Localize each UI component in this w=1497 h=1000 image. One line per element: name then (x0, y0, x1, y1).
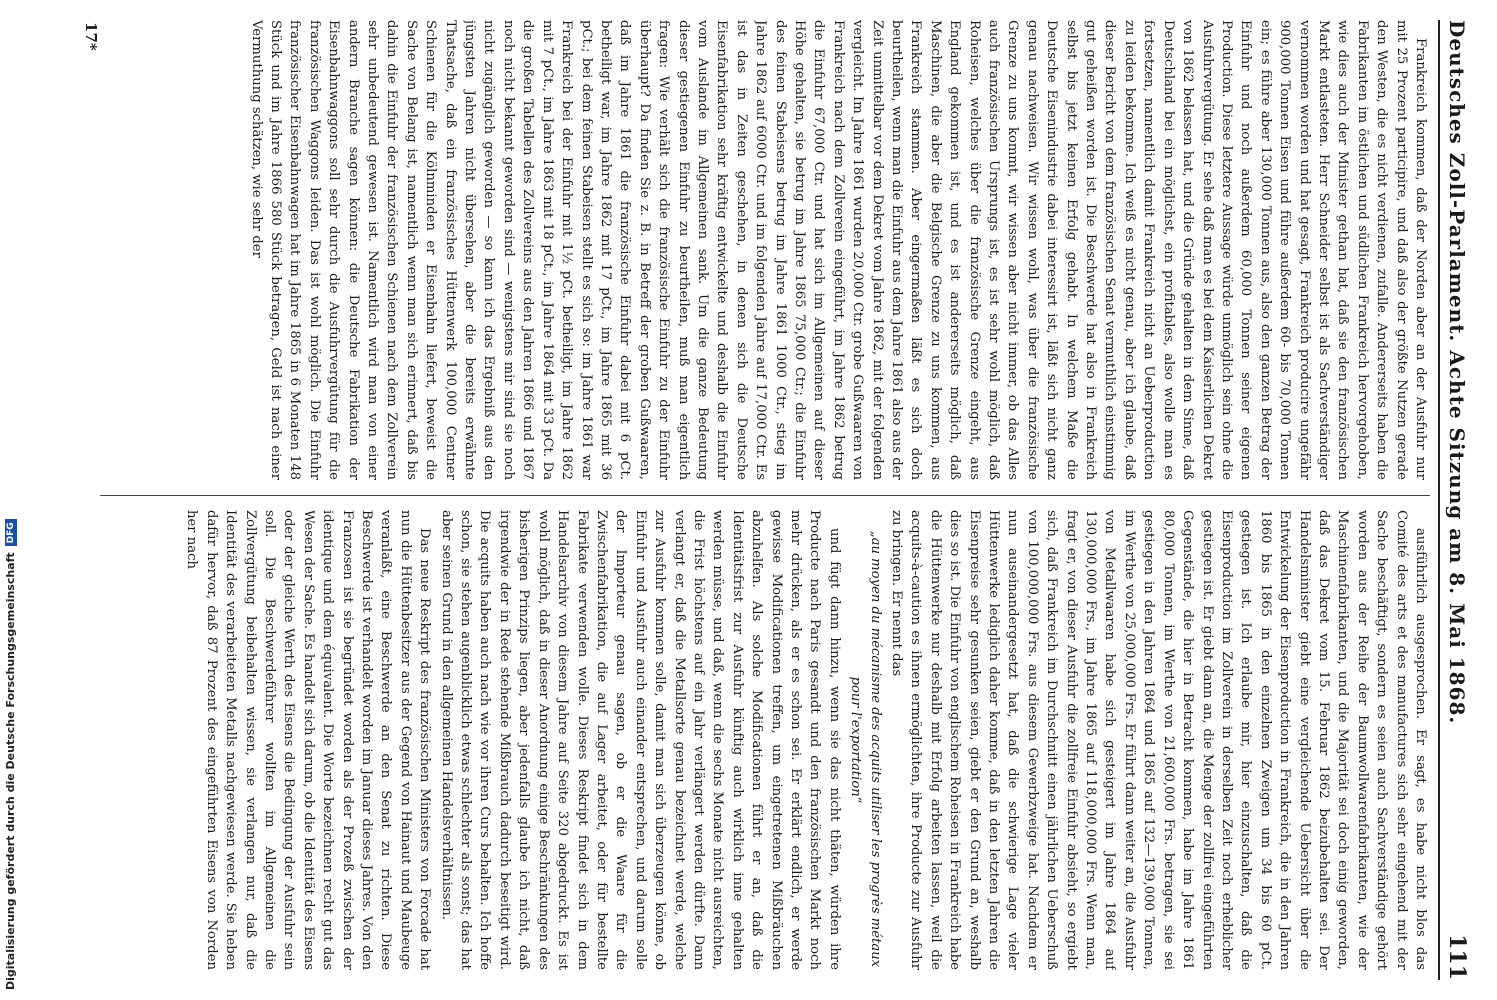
digitization-credit (4, 519, 17, 990)
text-column-right (70, 510, 1430, 970)
dfg-logo-icon: DFG (5, 519, 17, 546)
column-divider (100, 495, 1430, 496)
paragraph: Das neue Reskript des französischen Ministers von Forcade hat nun die Hüttenbesitzer aus der Gegend von Hainaut und Maubeuge veranlaßt, eine Beschwerde an den Senat zu richten. Diese Beschwerde ist verhandelt worden im Januar dieses Jahres. Von den Franzosen ist sie begründet worden als der Prozeß zwischen der identique und dem équivalent. Die Worte bezeichnen recht gut das Wesen der Sache. Es handelt sich darum, ob die Identität des Eisens oder der gleiche Werth des Eisens die Bedingung der Ausfuhr sein soll. Die Beschwerdeführer wollten im Allgemeinen die Zollvergütung beibehalten wissen, sie verlangen nur, daß die Identität des verarbeiteten Metalls nachgewiesen werde. Sie heben dafür hervor, daß 87 Prozent des eingeführten Eisens von Norden her nach (184, 510, 433, 970)
paragraph: und fügt dann hinzu, wenn sie das nicht thäten, würden ihre Producte nach Paris gesandt und den französischen Markt noch mehr drücken, als er es schon sei. Er erklärt endlich, er werde gewisse Modificationen treffen, um eingetretenen Mißbräuchen abzuhelfen. Als solche Modificationen führt er an, daß die Identitätsfrist zur Ausfuhr künftig auch wirklich inne gehalten werden müsse, und daß, wenn die sechs Monate nicht ausreichten, die Frist höchstens auf ein Jahr verlängert werden dürfte. Dann verlangt er, daß die Metallsorte genau bezeichnet werde, welche zur Ausfuhr kommen solle, damit man sich überzeugen könne, ob Einfuhr und Ausfuhr auch einander entsprechen, und darum solle der Importeur genau sagen, ob er die Waare für die Zwischenfabrikation, die auf Lager arbeitet, oder für bestellte Fabrikate verwenden wolle. Dieses Reskript findet sich in dem Handelsarchiv von diesem Jahre auf Seite 320 abgedruckt. Es ist wohl möglich, daß in dieser Anordnung einige Beschränkungen des bisherigen Prinzips liegen, aber jedenfalls glaube ich nicht, daß irgendwie der in Rede stehende Mißbrauch dadurch beseitigt wird. Die acquits haben auch nach wie vor ihren Curs behalten. Ich hoffe schon, sie stehen augenblicklich etwas schlechter als sonst; das hat aber seinen Grund in den allgemeinen Handelsverhältnissen. (438, 510, 842, 970)
page-title: Deutsches Zoll-Parlament. Achte Sitzung am 8. Mai 1868. (1445, 20, 1469, 725)
page-number: 111 (1444, 934, 1470, 980)
scanned-page (30, 0, 1497, 1000)
scan-sidebar (0, 0, 30, 1000)
paragraph: Frankreich kommen, daß der Norden aber an der Ausfuhr nur mit 25 Prozent participire, und daß also der größte Nutzen gerade den Westen, die es nicht verdienen, zufalle. Andererseits haben die Fabrikanten im östlichen und südlichen Frankreich hervorgehoben, wie dies auch der Minister gethan hat, daß sie den französischen Markt entlasteten. Herr Schneider selbst ist als Sachverständiger vernommen worden und hat gesagt, Frankreich producire ungefähr 900,000 Tonnen Eisen und führe außerdem 60- bis 70,000 Tonnen ein; es führe aber 130,000 Tonnen aus, also den ganzen Betrag der Einfuhr und noch außerdem 60,000 Tonnen seiner eigenen Production. Diese letztere Aussage würde unmöglich sein ohne die Ausfuhrvergütung. Er sehe daß man es bei dem Kaiserlichen Dekret von 1862 belassen hat, und die Gründe gehalten in dem Sinne, daß Deutschland bei ein möglichst, ein profitables, also wolle man es fortsetzen, namentlich damit Frankreich nicht an Ueberproduction zu leiden bekomme. Ich weiß es nicht genau, aber ich glaube, daß dieser Bericht von dem französischen Senat vermuthlich einstimmig gut geheißen worden ist. Die Beschwerde hat also in Frankreich selbst bis jetzt keinen Erfolg gehabt. In welchem Maße die Deutsche Eisenindustrie dabei interessirt ist, läßt sich nicht ganz genau nachweisen. Wir wissen wohl, was über die französische Grenze zu uns kommt, wir wissen aber nicht immer, ob das Alles auch französischen Ursprungs ist, es ist sehr wohl möglich, daß Roheisen, welches über die französische Grenze eingeht, aus England gekommen ist, und es ist andererseits möglich, daß Maschinen, die aber die Belgische Grenze zu uns kommen, aus Frankreich stammen. Aber eingermaßen läßt es sich doch beurtheilen, wenn man die Einfuhr aus dem Jahre 1861 also aus der Zeit unmittelbar vor dem Dekret vom Jahre 1862, mit der folgenden vergleicht. Im Jahre 1861 wurden 20,000 Ctr. grobe Gußwaaren von Frankreich nach dem Zollverein eingeführt, im Jahre 1862 betrug die Einfuhr 67,000 Ctr. und hat sich im Allgemeinen auf dieser Höhe gehalten, sie betrug im Jahre 1865 75,000 Ctr.; die Einfuhr des feinen Stabeisens betrug im Jahre 1861 1000 Ctr., stieg im Jahre 1862 auf 6000 Ctr. und im folgenden Jahre auf 17,000 Ctr. Es ist das in Zeiten geschehen, in denen sich die Deutsche Eisenfabrikation sehr kräftig entwickelte und deshalb die Einfuhr vom Auslande im Allgemeinen sank. Um die ganze Bedeutung dieser gestiegenen Einfuhr zu beurtheilen, muß man eigentlich fragen: Wie verhält sich die französische Einfuhr zu der Einfuhr überhaupt? Da finden Sie z. B. in Betreff der groben Gußwaaren, daß im Jahre 1861 die französische Einfuhr dabei mit 6 pCt. betheiligt war, im Jahre 1862 mit 17 pCt., im Jahre 1865 mit 36 pCt.; bei dem feinen Stabeisen stellt es sich so: im Jahre 1861 war Frankreich bei der Einfuhr mit 1½ pCt. betheiligt, im Jahre 1862 mit 7 pCt., im Jahre 1863 mit 18 pCt., im Jahre 1864 mit 33 pCt. Da die großen Tabellen des Zollvereins aus den Jahren 1866 und 1867 noch nicht bekannt geworden sind — wenigstens mir sind sie noch nicht zugänglich geworden — so kann ich das Ergebniß aus den jüngsten Jahren nicht übersehen, aber die bereits erwähnte Thatsache, daß ein französisches Hüttenwerk 100,000 Centner Schienen für die Kölnminden er Eisenbahn liefert, beweist die Sache von Belang ist, namentlich wenn man sich erinnert, daß bis dahin die Einfuhr der französischen Schienen nach dem Zollverein sehr unbedeutend gewesen ist. Namentlich wird man von einer andern Branche sagen können: die Deutsche Fabrikation der Eisenbahnwaggons soll sehr durch die Ausfuhrvergütung für die französischen Waggons leiden. Das ist wohl möglich. Die Einfuhr französischer Eisenbahnwagen hat im Jahre 1865 in 6 Monaten 148 Stück und im Jahre 1866 580 Stück betragen, Geld ist nach einer Vermuthung schätzen, wie sehr der (248, 20, 1428, 480)
text-column-left (70, 20, 1430, 480)
paragraph: ausführlich ausgesprochen. Er sagt, es habe nicht blos das Comité des arts et des manufactures sich sehr eingehend mit der Sache beschäftigt, sondern es seien auch Sachverständige gehört worden aus der Reihe der Baumwollwarenfabrikanten, wie der Maschinenfabrikanten, und die Majorität sei doch einig geworden, daß das Dekret vom 15. Februar 1862 beizubehalten sei. Der Handelsminister giebt eine vergleichende Uebersicht über die Entwickelung der Eisenproduction in Frankreich, die in den Jahren 1860 bis 1865 in den einzelnen Zweigen um 34 bis 60 pCt. gestiegen ist. Ich erlaube mir, hier einzuschalten, daß die Eisenproduction im Zollverein in derselben Zeit noch erheblicher gestiegen ist. Er giebt dann an, die Menge der zollfrei eingeführten Gegenstände, die hier in Betracht kommen, habe im Jahre 1861 80,000 Tonnen, im Werthe von 21,600,000 Frs. betragen, sie sei gestiegen in den Jahren 1864 und 1865 auf 132—139,000 Tonnen, im Werthe von 25,000,000 Frs. Er führt dann weiter an, die Ausfuhr von Metallwaaren habe sich gesteigert im Jahre 1864 auf 130,000,000 Frs., im Jahre 1865 auf 118,000,000 Frs. Wenn man, fragt er, von dieser Ausfuhr die zollfreie Einfuhr absieht, so ergiebt sich, daß Frankreich im Durchschnitt einen jährlichen Ueberschuß von 100,000,000 Frs. aus diesem Gewerbzweige hat. Nachdem er nun auseinandergesetzt hat, daß die schwierige Lage vieler Hüttenwerke lediglich daher komme, daß in den letzten Jahren die Eisenpreise sehr gesunken seien, giebt er den Grund an, weshalb dies so ist. Die Einfuhr von englischem Roheisen in Frankreich habe die Hüttenwerke nur deshalb mit Erfolg arbeiten lassen, weil die acquits-à-caution es ihnen ermöglichten, ihre Producte zur Ausfuhr zu bringen. Er nennt das (889, 510, 1428, 970)
credit-text: Digitalisierung gefördert durch die Deutsche Forschungsgemeinschaft (4, 552, 17, 990)
signature-mark: 17* (82, 22, 100, 51)
page-header (1438, 20, 1470, 980)
quote-paragraph: „au moyen du mécanisme des acquits utiliser les progrès métaux pour l'exportation“ (848, 530, 883, 968)
rotated-page-content (70, 20, 1470, 980)
